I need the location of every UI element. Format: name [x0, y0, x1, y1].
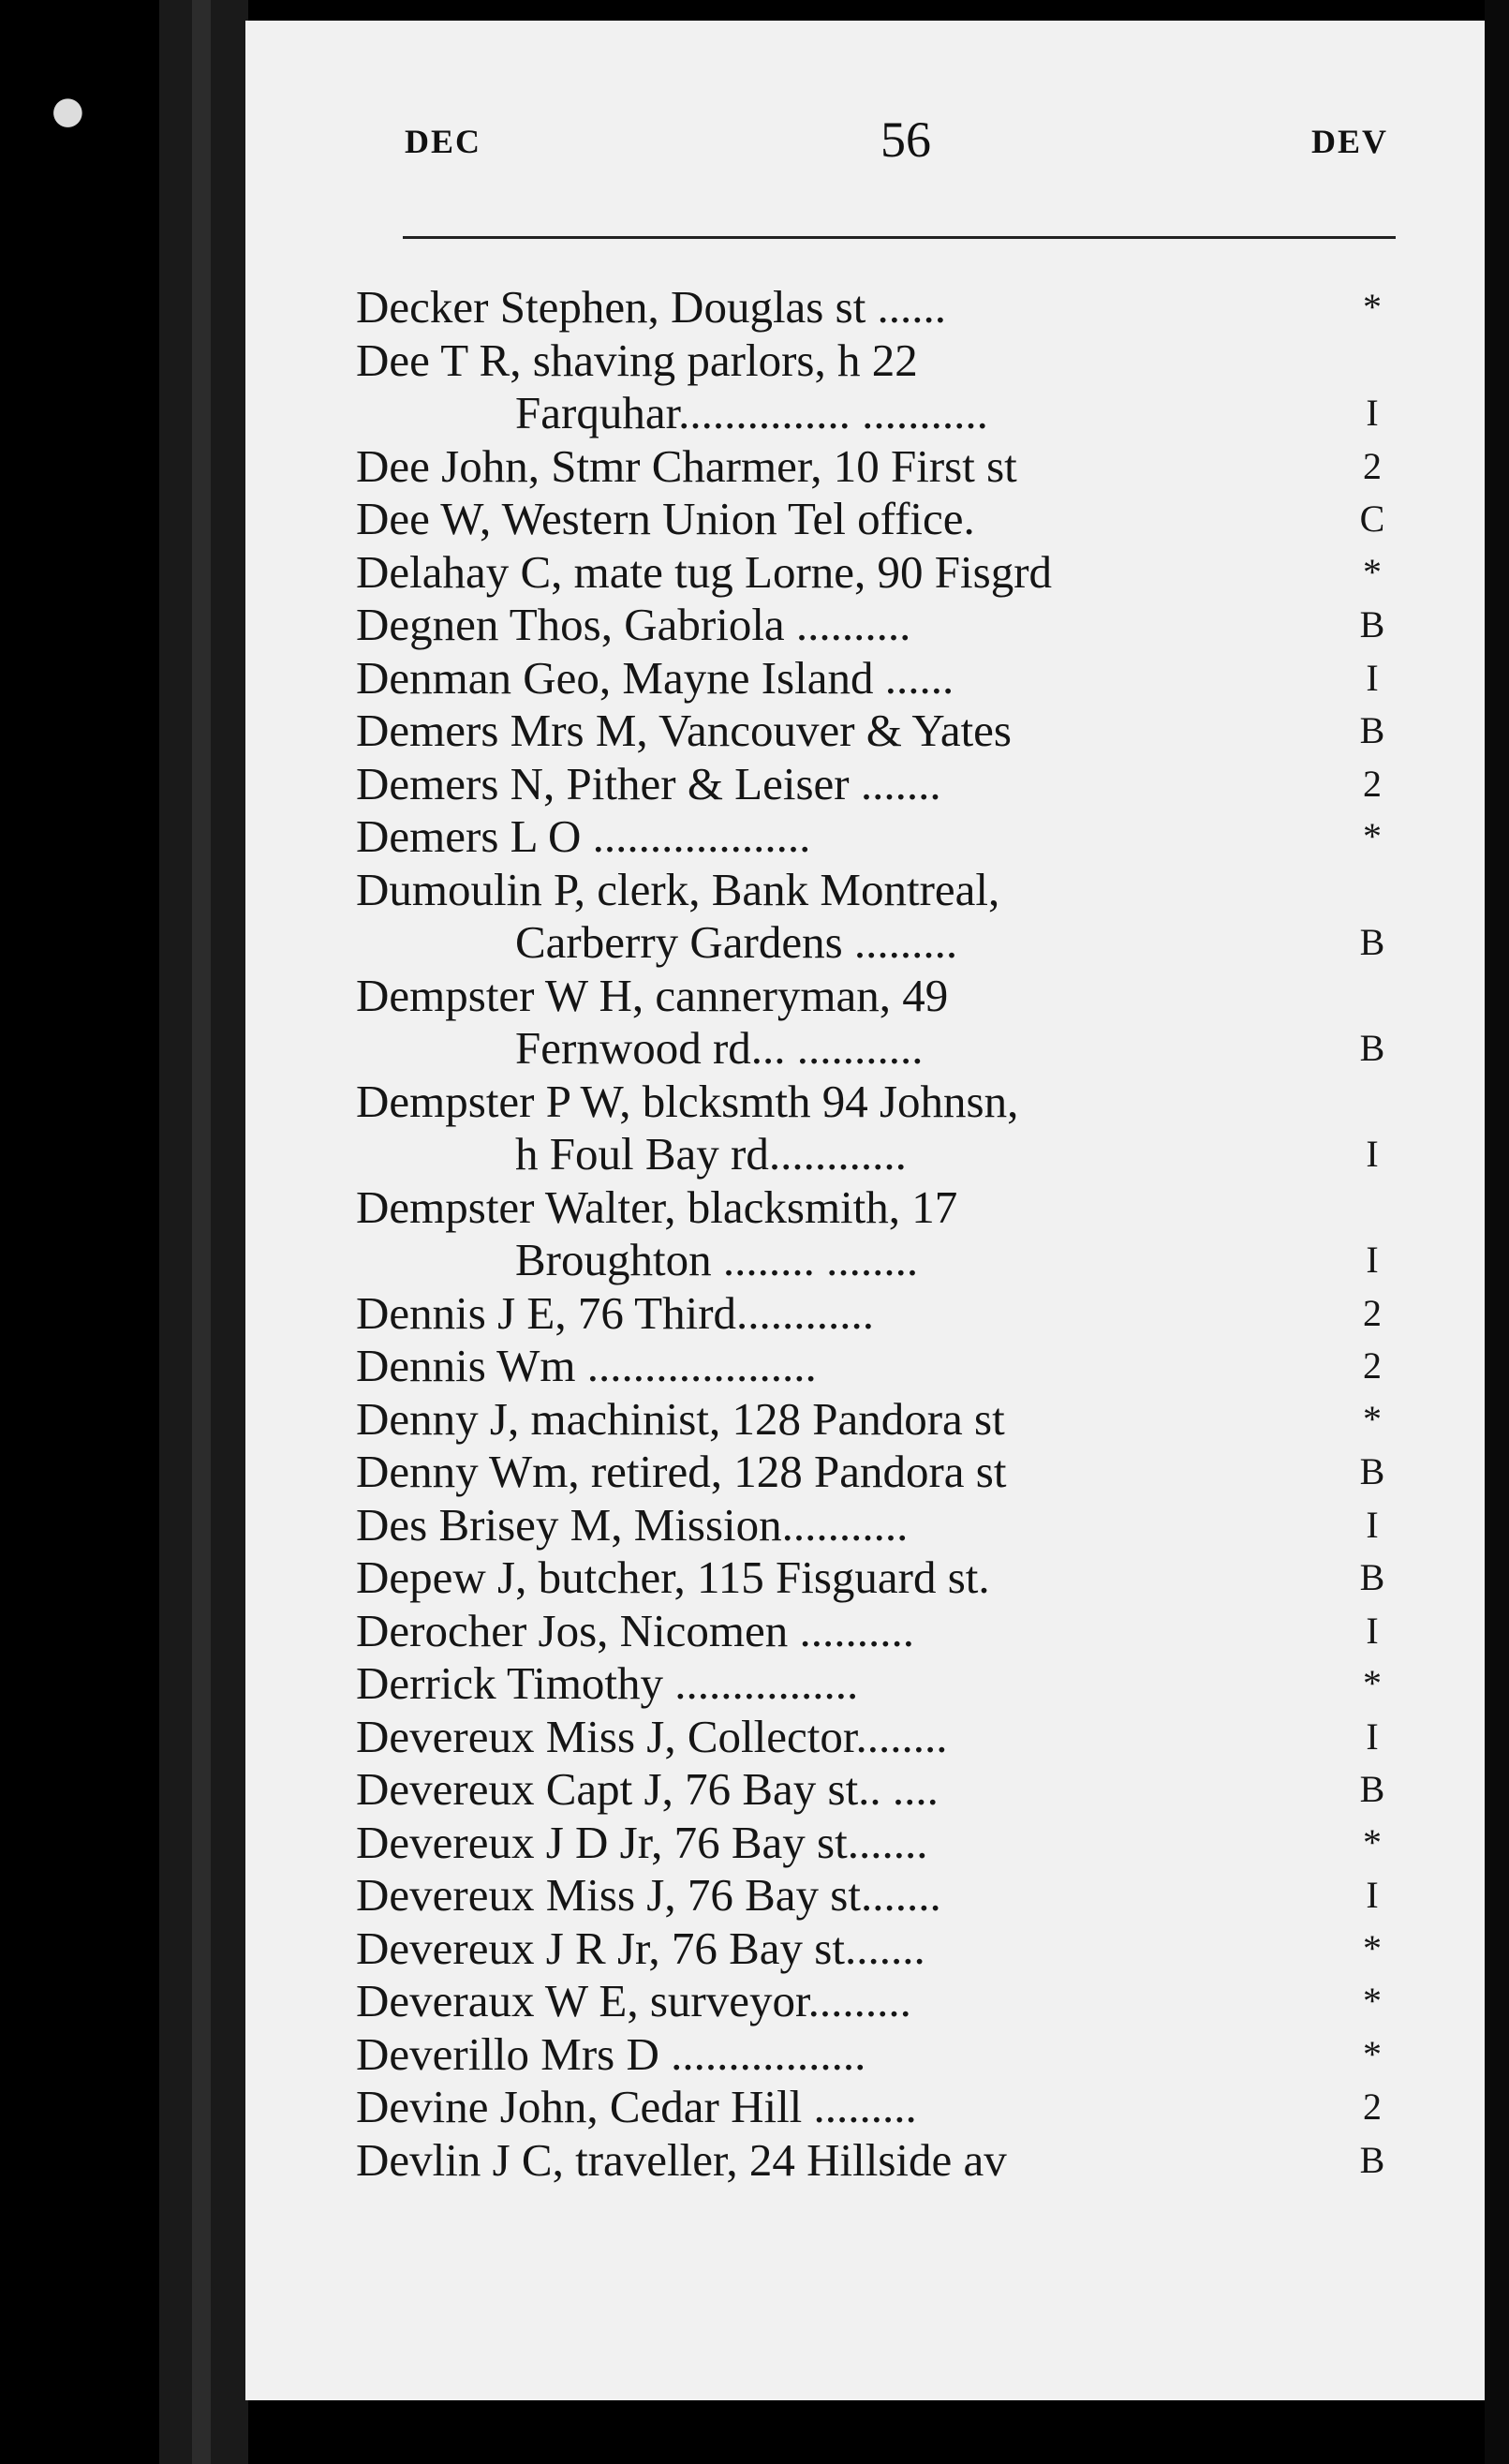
- directory-entry: [356, 810, 1424, 864]
- entry-text: Decker Stephen, Douglas st ......: [356, 281, 947, 333]
- entry-code: I: [1366, 1503, 1379, 1546]
- entry-text: Devereux Miss J, Collector........: [356, 1710, 948, 1762]
- entry-text: Denny J, machinist, 128 Pandora st: [356, 1392, 1005, 1445]
- entry-code: I: [1366, 1609, 1379, 1652]
- entry-code: *: [1363, 1662, 1382, 1704]
- entry-text: Demers N, Pither & Leiser .......: [356, 757, 941, 809]
- entry-code: 2: [1363, 1291, 1382, 1334]
- entry-continuation: Farquhar............... ...........: [515, 387, 988, 438]
- entry-code: B: [1359, 2138, 1385, 2181]
- directory-entry: [356, 1446, 1424, 1499]
- directory-entry: [356, 440, 1424, 494]
- entry-text: Devereux Miss J, 76 Bay st.......: [356, 1869, 941, 1921]
- entry-text: Dee W, Western Union Tel office.: [356, 493, 975, 544]
- header-rule: [403, 236, 1396, 239]
- entry-code: I: [1366, 1874, 1379, 1916]
- entry-text: Deverillo Mrs D .................: [356, 2027, 866, 2080]
- directory-entry: [356, 1076, 1424, 1181]
- entry-text: Demers Mrs M, Vancouver & Yates: [356, 705, 1012, 756]
- directory-entry: [356, 705, 1424, 758]
- directory-entry: [356, 1975, 1424, 2028]
- entry-code: I: [1366, 1239, 1379, 1281]
- entry-code: B: [1359, 1027, 1385, 1069]
- directory-entry: [356, 599, 1424, 652]
- entry-continuation: Broughton ........ ........: [515, 1234, 919, 1285]
- directory-entry: [356, 1287, 1424, 1341]
- directory-entry: [356, 970, 1424, 1076]
- entry-code: B: [1359, 1768, 1385, 1810]
- directory-entry: [356, 281, 1424, 334]
- entry-text: Des Brisey M, Mission...........: [356, 1498, 909, 1551]
- directory-entry: [356, 1922, 1424, 1976]
- directory-entry: [356, 1869, 1424, 1922]
- entry-text: Denny Wm, retired, 128 Pandora st: [356, 1446, 1007, 1497]
- directory-entry: [356, 1817, 1424, 1870]
- entry-code: 2: [1363, 2085, 1382, 2128]
- entry-code: B: [1359, 921, 1385, 963]
- directory-entry: [356, 1763, 1424, 1817]
- entry-code: 2: [1363, 1344, 1382, 1387]
- directory-entry: [356, 758, 1424, 811]
- entry-code: B: [1359, 1450, 1385, 1492]
- entry-text: Dennis J E, 76 Third............: [356, 1286, 875, 1339]
- directory-entry: [356, 1181, 1424, 1287]
- entry-text: Dennis Wm ....................: [356, 1340, 817, 1391]
- entry-code: *: [1363, 815, 1382, 857]
- directory-entry: [356, 334, 1424, 440]
- entry-continuation: Fernwood rd... ...........: [515, 1022, 924, 1074]
- entry-text: Devlin J C, traveller, 24 Hillside av: [356, 2133, 1007, 2186]
- entry-text: Derrick Timothy ................: [356, 1657, 859, 1709]
- entry-code: *: [1363, 1980, 1382, 2022]
- entry-text: Dempster P W, blcksmth 94 Johnsn,: [356, 1075, 1019, 1127]
- entry-text: Dee T R, shaving parlors, h 22: [356, 334, 918, 386]
- entry-code: I: [1366, 1133, 1379, 1175]
- page-right-edge: [1485, 0, 1509, 2464]
- entry-code: *: [1363, 1926, 1382, 1969]
- entry-text: Depew J, butcher, 115 Fisguard st.: [356, 1551, 990, 1603]
- entry-code: B: [1359, 603, 1385, 646]
- entry-code: *: [1363, 1397, 1382, 1440]
- entry-code: *: [1363, 550, 1382, 593]
- entry-text: Devereux J R Jr, 76 Bay st.......: [356, 1922, 925, 1974]
- entry-code: *: [1363, 286, 1382, 328]
- left-guide-word: DEC: [405, 123, 482, 160]
- directory-entry: [356, 493, 1424, 546]
- entry-text: Devereux Capt J, 76 Bay st.. ....: [356, 1763, 939, 1815]
- directory-entry: [356, 864, 1424, 970]
- entry-text: Dempster Walter, blacksmith, 17: [356, 1180, 958, 1233]
- directory-entry: [356, 1711, 1424, 1764]
- directory-entry: [356, 1393, 1424, 1447]
- entry-code: 2: [1363, 762, 1382, 805]
- entry-code: 2: [1363, 444, 1382, 487]
- entry-text: Dempster W H, canneryman, 49: [356, 969, 949, 1021]
- directory-entry: [356, 2134, 1424, 2188]
- entry-code: I: [1366, 1714, 1379, 1758]
- directory-entry: [356, 1499, 1424, 1552]
- page-number: 56: [880, 111, 931, 168]
- directory-entry: [356, 2081, 1424, 2134]
- book-spine-edge: [192, 0, 211, 2464]
- directory-entry: [356, 2028, 1424, 2082]
- entry-text: Devereux J D Jr, 76 Bay st.......: [356, 1816, 928, 1868]
- entry-continuation: h Foul Bay rd............: [515, 1128, 907, 1180]
- entry-code: *: [1363, 2032, 1382, 2075]
- entry-text: Degnen Thos, Gabriola ..........: [356, 599, 911, 650]
- margin-speck: ●: [52, 89, 84, 132]
- right-guide-word: DEV: [1311, 123, 1389, 160]
- directory-entry: [356, 1551, 1424, 1605]
- entry-text: Dumoulin P, clerk, Bank Montreal,: [356, 863, 1000, 915]
- directory-entry: [356, 1340, 1424, 1393]
- entry-text: Derocher Jos, Nicomen ..........: [356, 1604, 915, 1656]
- entry-text: Demers L O ...................: [356, 810, 811, 862]
- entry-text: Dee John, Stmr Charmer, 10 First st: [356, 439, 1017, 492]
- directory-entry: [356, 546, 1424, 600]
- directory-entry: [356, 1605, 1424, 1658]
- entry-text: Denman Geo, Mayne Island ......: [356, 651, 954, 704]
- entry-code: B: [1359, 1556, 1385, 1598]
- entry-code: I: [1366, 392, 1379, 434]
- entry-code: C: [1359, 497, 1385, 540]
- entry-code: B: [1359, 709, 1385, 751]
- entry-text: Deveraux W E, surveyor.........: [356, 1975, 911, 2026]
- entry-code: I: [1366, 656, 1379, 699]
- entry-text: Delahay C, mate tug Lorne, 90 Fisgrd: [356, 545, 1053, 598]
- directory-entries: [356, 281, 1424, 2277]
- entry-continuation: Carberry Gardens .........: [515, 916, 958, 968]
- directory-entry: [356, 1657, 1424, 1711]
- directory-entry: [356, 652, 1424, 705]
- entry-text: Devine John, Cedar Hill .........: [356, 2081, 917, 2132]
- entry-code: *: [1363, 1820, 1382, 1863]
